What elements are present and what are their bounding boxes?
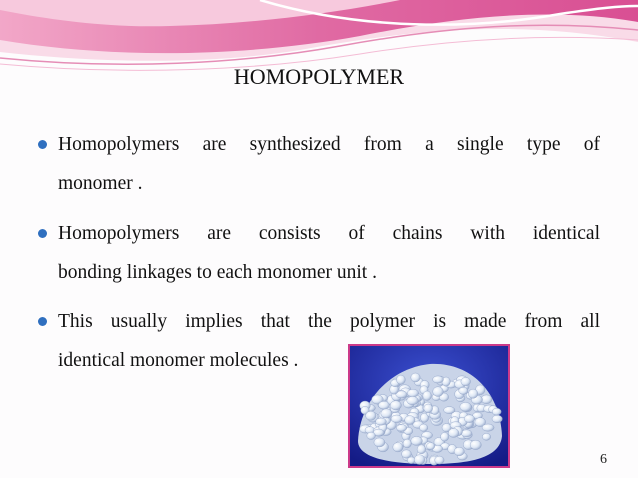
bullet-icon	[38, 317, 47, 326]
pellet	[492, 408, 501, 415]
pellet	[424, 404, 433, 413]
pellet	[461, 377, 471, 385]
pellet	[411, 373, 420, 382]
pellet	[459, 387, 468, 394]
pellet	[391, 415, 402, 423]
bullet-text-line: Homopolymers are synthesized from a single type of	[58, 134, 600, 155]
pellet	[492, 415, 502, 423]
pellet	[454, 447, 464, 456]
pellet	[419, 424, 427, 431]
pellet	[376, 418, 387, 425]
pellet	[396, 425, 406, 432]
pellet	[390, 401, 401, 410]
page-number: 6	[600, 452, 607, 467]
pellet	[464, 415, 474, 423]
bullet-icon	[38, 229, 47, 238]
pellets-illustration	[350, 346, 508, 466]
pellet	[448, 428, 459, 437]
pellet	[379, 401, 390, 409]
pellet	[482, 424, 494, 431]
pellet	[407, 396, 419, 404]
pellet	[367, 432, 376, 439]
pellet	[366, 411, 376, 420]
pellet	[441, 432, 449, 441]
slide-title: HOMOPOLYMER	[233, 64, 405, 89]
pellet	[427, 443, 435, 450]
pellet	[482, 433, 490, 440]
pellet	[460, 402, 472, 411]
bullet-text-line: bonding linkages to each monomer unit .	[58, 262, 377, 283]
bullet-text-line: monomer .	[58, 173, 143, 194]
pellet	[435, 456, 444, 464]
bullet-icon	[38, 140, 47, 149]
polymer-pellets-photo	[348, 344, 510, 468]
pellet	[397, 375, 406, 384]
pellet	[414, 455, 425, 465]
pellet	[411, 436, 423, 445]
pellet	[444, 407, 455, 414]
bullet-text-line: This usually implies that the polymer is made from all	[58, 311, 600, 332]
pellet	[433, 376, 444, 383]
bullet-text-line: Homopolymers are consists of chains with identical	[58, 223, 600, 244]
bullet-text-line: identical monomer molecules .	[58, 350, 299, 371]
pellet	[470, 440, 481, 449]
pellet	[407, 389, 418, 397]
pellet	[393, 443, 403, 452]
pellet	[423, 391, 432, 400]
pellet	[433, 387, 444, 397]
pellet	[468, 389, 477, 398]
bullet-item	[38, 214, 600, 292]
pellet	[403, 439, 411, 448]
pellet	[417, 445, 426, 454]
pellet	[374, 438, 385, 447]
bullet-item	[38, 125, 600, 203]
bullet-item	[38, 302, 600, 380]
pellet	[405, 416, 415, 425]
pellet	[381, 409, 392, 418]
